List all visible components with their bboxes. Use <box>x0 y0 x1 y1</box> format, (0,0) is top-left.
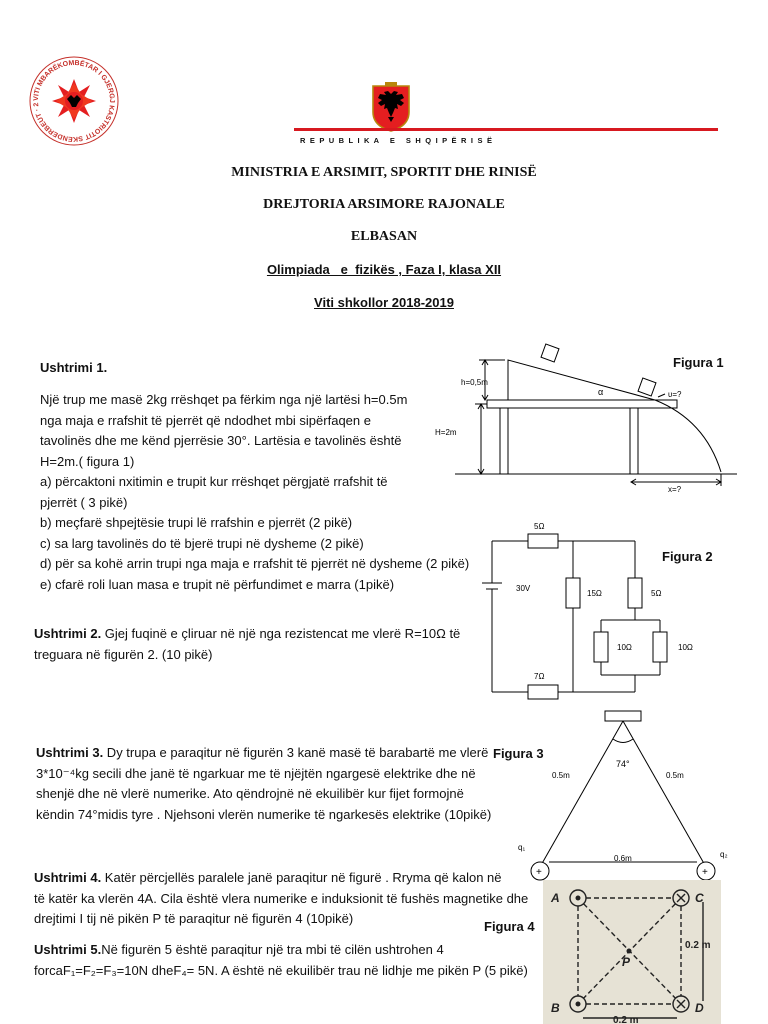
block-bottom <box>638 378 656 396</box>
figure-4-conductors-photo <box>543 880 721 1024</box>
figure-3-charged-spheres-diagram <box>510 705 740 885</box>
table-top <box>487 400 677 408</box>
figure-2-label: Figura 2 <box>662 549 713 564</box>
exercise-1-question-d: d) për sa kohë arrin trupi nga maja e rrafshit të pjerrët në dysheme (2 pikë) <box>40 556 470 571</box>
resistor-parallel-2 <box>653 632 667 662</box>
exercise-1-question-c: c) sa larg tavolinës do të bjerë trupi në dysheme (2 pikë) <box>40 535 364 551</box>
point-p-dot <box>627 949 632 954</box>
exercise-1-text <box>40 390 480 595</box>
label-r-par2: 10Ω <box>678 643 693 652</box>
helmet-icon <box>385 82 397 86</box>
exercise-5-line: Në figurën 5 është paraqitur një tra mbi të cilën ushtrohen 4 <box>101 942 444 957</box>
exercise-1-title: Ushtrimi 1. <box>40 360 108 375</box>
city-heading: ELBASAN <box>350 229 418 244</box>
separation-label: 0.6m <box>614 854 632 863</box>
exercise-2-line: treguara në figurën 2. (10 pikë) <box>34 646 213 662</box>
exercise-1-line: tavolinës dhe me kënd pjerrësie 30°. Lartësia e tavolinës është <box>40 433 402 448</box>
exercise-3-line: këndin 74°midis tyre . Njehsoni vlerën numerike të ngarkesës elektrike (10pikë) <box>36 806 492 822</box>
sun-icon <box>52 79 96 123</box>
exercise-1-line: nga maja e rrafshit të pjerrët që ndodhet mbi sipërfaqen e <box>40 412 371 428</box>
alpha-label: α <box>598 387 604 397</box>
angle-label: 74° <box>616 759 630 769</box>
label-P: P <box>622 955 631 969</box>
albania-coat-of-arms <box>371 82 411 132</box>
trajectory-curve <box>655 400 721 472</box>
exercise-4-line: Katër përcjellës paralele janë paraqitur në figurë . Rryma që kalon në <box>101 870 502 885</box>
label-r-right: 5Ω <box>651 589 662 598</box>
figure-2-circuit-diagram <box>470 515 715 700</box>
resistor-right-5ohm <box>628 578 642 608</box>
velocity-label: υ=? <box>668 390 682 399</box>
exercise-1-question-a-cont: pjerrët ( 3 pikë) <box>40 494 128 510</box>
plus-sign-q1: + <box>536 867 542 878</box>
directorate-heading: DREJTORIA ARSIMORE RAJONALE <box>263 197 505 212</box>
resistor-bottom <box>528 685 558 699</box>
seal-text: VITI MBARËKOMBËTAR I GJERGJ KASTRIOTIT SKENDERBEUT · 2 <box>32 59 116 143</box>
exercise-4-line: të katër ka vlerën 4A. Cila është vlera numerike e induksionit të fushës magnetike dhe <box>34 890 529 906</box>
angle-arc <box>613 739 633 743</box>
resistor-parallel-1 <box>594 632 608 662</box>
block-top <box>541 344 559 362</box>
exercise-4-line: drejtimi I tij në pikën P të paraqitur në figurën 4 (10pikë) <box>34 911 354 926</box>
label-r-par1: 10Ω <box>617 643 632 652</box>
plus-sign-q2: + <box>702 867 708 878</box>
republic-text: R E P U B L I K A E S H Q I P Ë R I S Ë <box>300 136 494 145</box>
exercise-1-question-e: e) cfarë roli luan masa e trupit në përfundimet e marra (1pikë) <box>40 576 395 592</box>
q2-label: q₂ <box>720 850 728 859</box>
inclined-plane <box>508 360 655 400</box>
string-right <box>623 721 706 867</box>
label-r-bottom: 7Ω <box>534 672 545 681</box>
H-label: H=2m <box>435 428 457 437</box>
table-leg-left <box>500 408 508 474</box>
label-side-right: 0.2 m <box>685 940 711 951</box>
velocity-arrow <box>658 394 665 397</box>
ministry-heading: MINISTRIA E ARSIMIT, SPORTIT DHE RINISË <box>231 165 537 180</box>
header-red-rule <box>294 128 718 131</box>
exercise-1-line: Një trup me masë 2kg rrëshqet pa fërkim nga një lartësi h=0.5m <box>40 392 408 407</box>
label-A: A <box>551 891 560 905</box>
resistor-15ohm <box>566 578 580 608</box>
olympiad-heading: Olimpiada e fizikës , Faza I, klasa XII <box>266 262 502 277</box>
exercise-3-text <box>36 743 496 825</box>
x-label: x=? <box>668 485 682 494</box>
right-length-label: 0.5m <box>666 771 684 780</box>
label-side-bottom: 0.2 m <box>613 1015 639 1024</box>
label-D: D <box>695 1001 704 1015</box>
anniversary-seal-logo <box>28 55 120 147</box>
resistor-top <box>528 534 558 548</box>
current-out-dot-b <box>576 1002 581 1007</box>
exercise-3-line: Dy trupa e paraqitur në figurën 3 kanë masë të barabartë me vlerë <box>103 745 489 760</box>
exercise-2-title: Ushtrimi 2. <box>34 626 102 641</box>
exercise-4-text <box>34 868 534 930</box>
exercise-1-question-a: a) përcaktoni nxitimin e trupit kur rrëshqet përgjatë rrafshit të <box>40 474 388 489</box>
exercise-3-line: shenjë dhe në vlerë numerike. Ato qëndrojnë në ekuilibër kur fijet formojnë <box>36 786 464 801</box>
figure-4-label: Figura 4 <box>484 919 535 934</box>
exercise-3-line: 3*10⁻⁴kg secili dhe janë të ngarkuar me të njëjtën ngargesë elektrike dhe në <box>36 765 476 781</box>
exercise-2-text <box>34 624 474 665</box>
label-B: B <box>551 1001 560 1015</box>
exercise-5-title: Ushtrimi 5. <box>34 942 102 957</box>
ceiling-mount <box>605 711 641 721</box>
label-C: C <box>695 891 704 905</box>
label-r-mid: 15Ω <box>587 589 602 598</box>
label-r-top: 5Ω <box>534 522 545 531</box>
exercise-5-line: forcaF₁=F₂=F₃=10N dheF₄= 5N. A është në ekuilibër trau në lidhje me pikën P (5 pikë) <box>34 962 528 978</box>
figure-1-incline-diagram <box>425 340 740 500</box>
exercise-5-text <box>34 940 534 981</box>
exercise-2-line: Gjej fuqinë e çliruar në një nga rezistencat me vlerë R=10Ω të <box>101 626 461 641</box>
label-emf: 30V <box>516 584 531 593</box>
current-out-dot-a <box>576 896 581 901</box>
school-year-heading: Viti shkollor 2018-2019 <box>314 295 454 310</box>
figure-3-label: Figura 3 <box>493 746 544 761</box>
exercise-1-line: H=2m.( figura 1) <box>40 453 135 469</box>
q1-label: q₁ <box>518 843 526 852</box>
table-leg-right <box>630 408 638 474</box>
left-length-label: 0.5m <box>552 771 570 780</box>
exercise-1-question-b: b) meçfarë shpejtësie trupi lë rrafshin e pjerrët (2 pikë) <box>40 515 353 530</box>
string-left <box>540 721 623 867</box>
figure-1-label: Figura 1 <box>673 355 724 370</box>
exercise-3-title: Ushtrimi 3. <box>36 745 104 760</box>
exercise-4-title: Ushtrimi 4. <box>34 870 102 885</box>
h-label: h=0,5m <box>461 378 488 387</box>
